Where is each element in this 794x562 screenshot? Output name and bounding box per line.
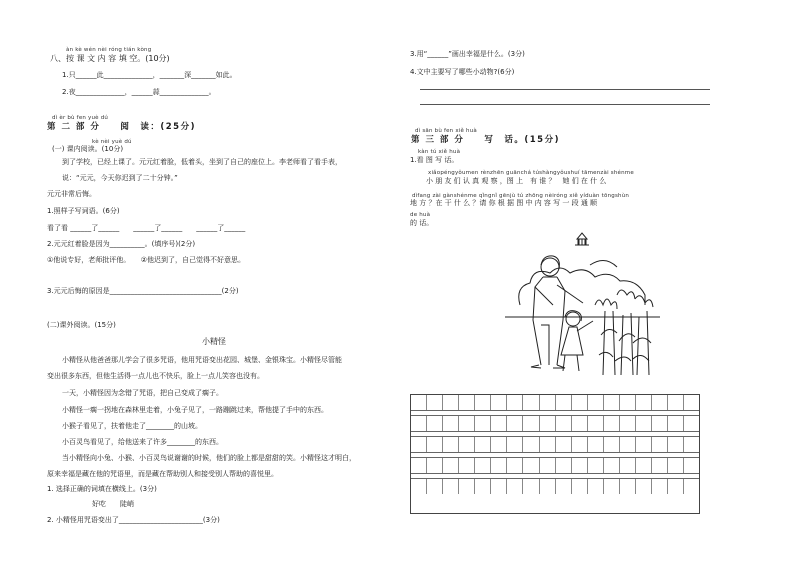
- grid-row[interactable]: [411, 479, 699, 494]
- story-line3: 一天，小精怪因为念错了咒语，把自己变成了瘸子。: [62, 389, 223, 397]
- writing-grid[interactable]: [410, 394, 700, 514]
- story-line7: 当小精怪向小兔、小猴、小百灵鸟说谢谢的时候，他们的脸上都是甜甜的笑。小精怪这才明白，: [62, 454, 356, 462]
- part3-title: 第 三 部 分 写 话。(15分): [411, 135, 560, 145]
- story-line1: 小精怪从他爸爸那儿学会了很多咒语，他用咒语变出花园、城堡、金银珠宝。小精怪尽管能: [62, 356, 342, 364]
- grid-row[interactable]: [411, 458, 699, 474]
- story-question-1: 1. 选择正确的词填在横线上。(3分): [47, 485, 157, 493]
- writing-question: 1.看 图 写 话。: [410, 156, 459, 164]
- part2-sub-pinyin: kè nèi yuè dú: [92, 139, 132, 145]
- right-question-3: 3.用“______”画出幸福是什么。(3分): [410, 50, 525, 58]
- passage1-line2: 说：“元元，今天你迟到了二十分钟。”: [62, 174, 178, 182]
- story-line6: 小百灵鸟看见了，给他送来了许多________的东西。: [62, 438, 223, 446]
- grid-row[interactable]: [411, 437, 699, 453]
- writing-line-2: 地 方 ？在 干 什 么 ？请 你 根 据 图 中 内 容 写 一 段 通 顺: [410, 199, 598, 207]
- part2-title: 第 二 部 分 阅 读：(25分): [47, 122, 196, 132]
- answer-line-1: [420, 89, 710, 90]
- writing-line-3: 的 话。: [410, 219, 434, 227]
- extracurricular-title: (二)课外阅读。(15分): [47, 321, 116, 329]
- question-2-options: ①他说专好，老师批评他。 ②他迟到了，自己觉得不好意思。: [47, 256, 246, 264]
- section8-question-1: 1.只______此______________，_______深_______如此。: [62, 71, 237, 79]
- writing-pinyin-1: xiǎopéngyǒumen rènzhēn guānchá túshàngyǒushuí tāmenzài shénme: [428, 170, 634, 176]
- story-line8: 原来幸福是藏在他的咒语里，而是藏在帮助别人和接受别人帮助的喜悦里。: [47, 470, 278, 478]
- part3-pinyin: dì sān bù fen xiě huà: [415, 128, 477, 134]
- story-question-2: 2. 小精怪用咒语变出了________________________(3分): [47, 516, 220, 524]
- grid-row[interactable]: [411, 416, 699, 432]
- question-1-fill: 看了看 ______了______ ______了______ ______了______: [47, 224, 246, 232]
- section8-question-2: 2.夜______________，______蒜______________。: [62, 88, 216, 96]
- story-line4: 小精怪一瘸一拐地在森林里走着，小兔子见了，一路蹦跳过来，帮他提了手中的东西。: [62, 406, 328, 414]
- writing-pinyin-3: de huà: [410, 212, 431, 218]
- part2-pinyin: dì èr bù fen yuè dú: [52, 115, 109, 121]
- question-2: 2.元元红着脸是因为__________。(填序号)(2分): [47, 240, 196, 248]
- passage1-line1: 到了学校，已经上课了。元元红着脸，低着头，坐到了自己的座位上。李老师看了看手表，: [62, 158, 342, 166]
- story-line5: 小猴子看见了，扶着他走了________的山坡。: [62, 422, 202, 430]
- question-3: 3.元元后悔的原因是________________________________(2分): [47, 287, 239, 295]
- answer-line-2: [420, 104, 710, 105]
- grid-row[interactable]: [411, 395, 699, 411]
- story-line2: 变出很多东西，但他生活得一点儿也不快乐，脸上一点儿笑容也没有。: [47, 372, 264, 380]
- question-1: 1.照样子写词语。(6分): [47, 207, 120, 215]
- section8-title: 八、按 课 文 内 容 填 空。(10分): [50, 54, 170, 63]
- writing-question-pinyin: kàn tú xiě huà: [418, 149, 461, 155]
- story-question-1-options: 好吃 陡峭: [92, 500, 134, 508]
- section8-pinyin: àn kè wén nèi róng tián kòng: [66, 47, 152, 53]
- writing-pinyin-2: dìfang zài gànshénme qǐngnǐ gēnjù tú zhōng nèiróng xiě yíduàn tōngshùn: [412, 193, 630, 199]
- mother-daughter-garden-illustration: [505, 225, 660, 380]
- part2-sub-title: (一) 课内阅读。(10分): [52, 145, 124, 153]
- passage1-line3: 元元非常后悔。: [47, 190, 96, 198]
- right-question-4: 4.文中主要写了哪些小动物?(6分): [410, 68, 515, 76]
- story-title: 小精怪: [202, 337, 226, 346]
- writing-line-1: 小 朋 友 们 认 真 观 察 ，图 上 有 谁 ？ 她 们 在 什 么: [426, 177, 607, 185]
